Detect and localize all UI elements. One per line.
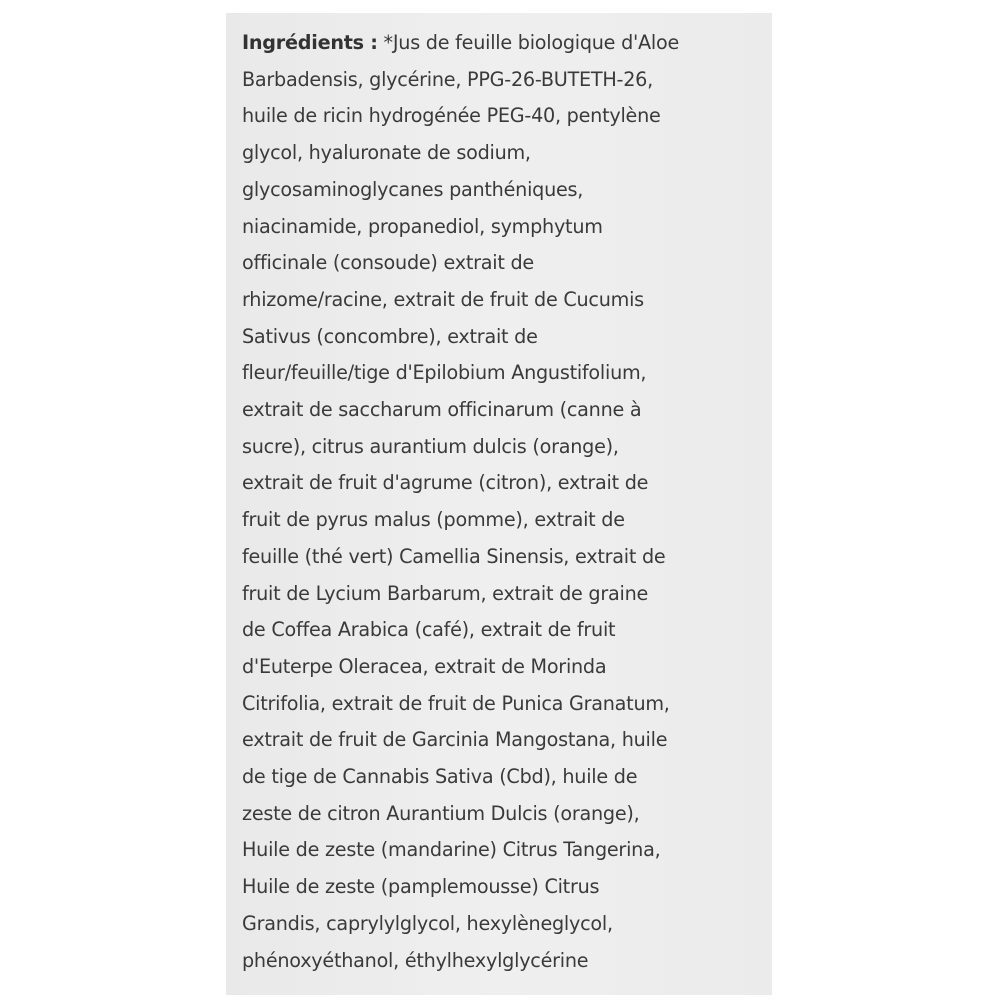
ingredients-line: de Coffea Arabica (café), extrait de fruit <box>242 618 616 642</box>
ingredients-heading: Ingrédients : <box>242 31 378 54</box>
ingredients-label-panel <box>226 13 772 995</box>
ingredients-line-text: *Jus de feuille biologique d'Aloe <box>377 31 680 54</box>
ingredients-line: Citrifolia, extrait de fruit de Punica Granatum, <box>242 691 670 715</box>
ingredients-line: fruit de pyrus malus (pomme), extrait de <box>242 508 625 532</box>
ingredients-line: glycol, hyaluronate de sodium, <box>242 141 531 165</box>
ingredients-line: zeste de citron Aurantium Dulcis (orange), <box>242 801 640 825</box>
ingredients-line: fruit de Lycium Barbarum, extrait de graine <box>242 581 649 605</box>
ingredients-line: Huile de zeste (mandarine) Citrus Tangerina, <box>242 838 661 862</box>
ingredients-line: phénoxyéthanol, éthylhexylglycérine <box>242 948 589 972</box>
ingredients-line: Grandis, caprylylglycol, hexylèneglycol, <box>242 911 613 935</box>
ingredients-line: de tige de Cannabis Sativa (Cbd), huile de <box>242 765 638 789</box>
ingredients-line: rhizome/racine, extrait de fruit de Cucumis <box>242 287 644 311</box>
ingredients-line: feuille (thé vert) Camellia Sinensis, extrait de <box>242 544 666 568</box>
ingredients-line: extrait de fruit de Garcinia Mangostana, huile <box>242 728 668 752</box>
ingredients-line: sucre), citrus aurantium dulcis (orange), <box>242 434 619 458</box>
ingredients-line: fleur/feuille/tige d'Epilobium Angustifolium, <box>242 361 647 385</box>
ingredients-line: extrait de saccharum officinarum (canne à <box>242 398 642 422</box>
ingredients-line: officinale (consoude) extrait de <box>242 251 534 275</box>
ingredients-line: Barbadensis, glycérine, PPG-26-BUTETH-26, <box>242 67 653 91</box>
ingredients-line: Sativus (concombre), extrait de <box>242 324 538 348</box>
ingredients-line: Huile de zeste (pamplemousse) Citrus <box>242 875 600 899</box>
ingredients-line: glycosaminoglycanes panthéniques, <box>242 177 584 201</box>
ingredients-line: huile de ricin hydrogénée PEG-40, pentylène <box>242 104 661 128</box>
ingredients-line <box>242 25 772 62</box>
ingredients-line: extrait de fruit d'agrume (citron), extrait de <box>242 471 649 495</box>
ingredients-line: niacinamide, propanediol, symphytum <box>242 214 603 238</box>
ingredients-text <box>242 25 772 979</box>
ingredients-line: d'Euterpe Oleracea, extrait de Morinda <box>242 654 607 678</box>
